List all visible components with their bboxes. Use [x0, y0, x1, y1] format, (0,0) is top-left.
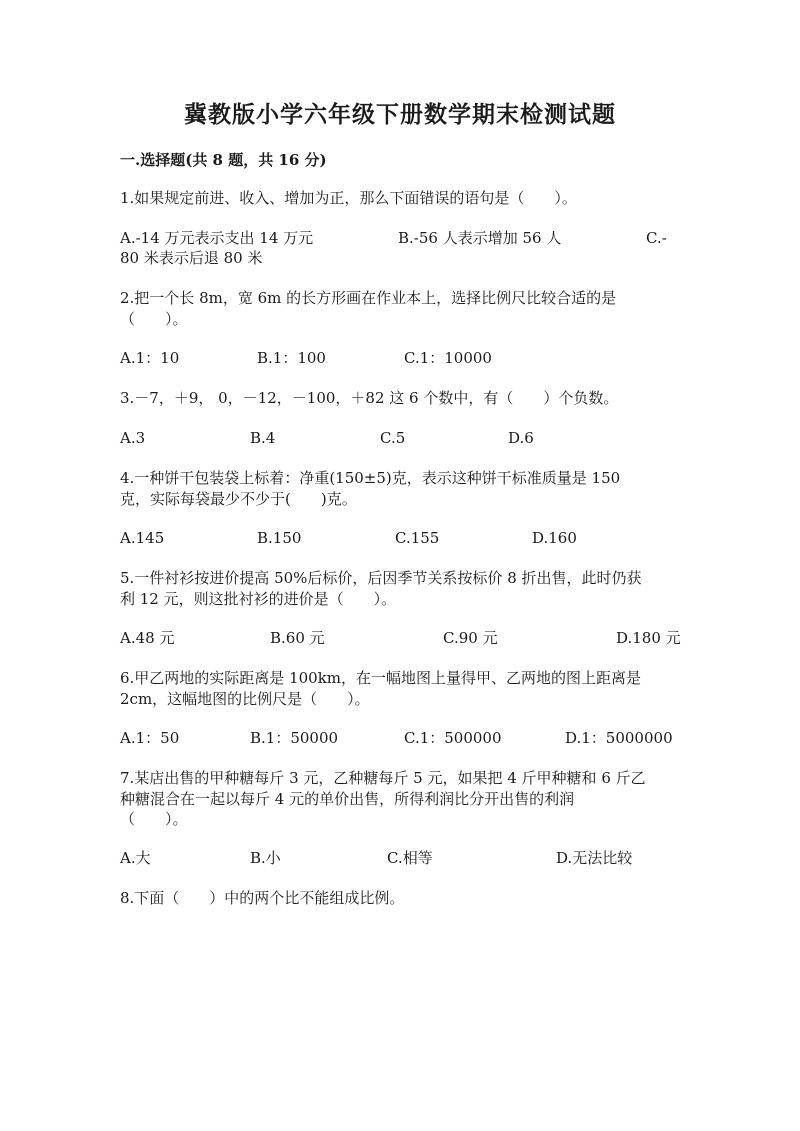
question-4-option-b: B.150: [257, 529, 302, 547]
question-3-option-b: B.4: [250, 429, 276, 447]
question-4-text-line-1: 4.一种饼干包装袋上标着：净重(150±5)克，表示这种饼干标准质量是 150: [120, 469, 621, 487]
question-7-option-d: D.无法比较: [556, 849, 633, 867]
question-5-option-c: C.90 元: [443, 629, 498, 647]
question-6-text-line-2: 2cm，这幅地图的比例尺是（ ）。: [120, 690, 370, 708]
question-5-text-line-2: 利 12 元，则这批衬衫的进价是（ ）。: [120, 590, 397, 608]
question-2-option-b: B.1：100: [257, 349, 326, 367]
question-1-option-c-continued: 80 米表示后退 80 米: [120, 249, 263, 267]
question-4-option-d: D.160: [532, 529, 577, 547]
question-5-option-a: A.48 元: [120, 629, 175, 647]
question-2-text-line-2: （ ）。: [120, 310, 188, 328]
question-3-option-d: D.6: [508, 429, 534, 447]
question-1-text: 1.如果规定前进、收入、增加为正，那么下面错误的语句是（ ）。: [120, 189, 577, 207]
question-7-text-line-2: 种糖混合在一起以每斤 4 元的单价出售，所得利润比分开出售的利润: [120, 790, 575, 808]
question-5-text-line-1: 5.一件衬衫按进价提高 50%后标价，后因季节关系按标价 8 折出售，此时仍获: [120, 569, 642, 587]
question-7-text-line-1: 7.某店出售的甲种糖每斤 3 元，乙种糖每斤 5 元，如果把 4 斤甲种糖和 6 斤乙: [120, 769, 646, 787]
question-1-option-b: B.-56 人表示增加 56 人: [398, 229, 562, 247]
question-4-option-a: A.145: [120, 529, 165, 547]
question-3-text: 3.－7，＋9， 0，－12，－100，＋82 这 6 个数中，有（ ）个负数。: [120, 389, 619, 407]
question-2-option-a: A.1：10: [120, 349, 180, 367]
question-2-option-c: C.1：10000: [404, 349, 492, 367]
question-7-option-a: A.大: [120, 849, 151, 867]
section-heading: 一.选择题(共 8 题，共 16 分): [120, 151, 327, 169]
page-title: 冀教版小学六年级下册数学期末检测试题: [184, 101, 616, 128]
question-1-option-c: C.-: [646, 229, 667, 247]
question-1-option-a: A.-14 万元表示支出 14 万元: [120, 229, 314, 247]
question-6-option-a: A.1：50: [120, 729, 180, 747]
question-6-text-line-1: 6.甲乙两地的实际距离是 100km，在一幅地图上量得甲、乙两地的图上距离是: [120, 669, 642, 687]
question-7-text-line-3: （ ）。: [120, 810, 188, 828]
question-2-text-line-1: 2.把一个长 8m，宽 6m 的长方形画在作业本上，选择比例尺比较合适的是: [120, 289, 617, 307]
question-3-option-c: C.5: [380, 429, 406, 447]
question-3-option-a: A.3: [120, 429, 146, 447]
question-6-option-c: C.1：500000: [404, 729, 502, 747]
question-5-option-b: B.60 元: [270, 629, 325, 647]
question-8-text: 8.下面（ ）中的两个比不能组成比例。: [120, 889, 405, 907]
question-6-option-d: D.1：5000000: [565, 729, 673, 747]
question-7-option-c: C.相等: [387, 849, 433, 867]
question-5-option-d: D.180 元: [616, 629, 681, 647]
question-6-option-b: B.1：50000: [250, 729, 339, 747]
question-4-text-line-2: 克，实际每袋最少不少于( )克。: [120, 490, 357, 508]
question-4-option-c: C.155: [395, 529, 440, 547]
question-7-option-b: B.小: [250, 849, 281, 867]
